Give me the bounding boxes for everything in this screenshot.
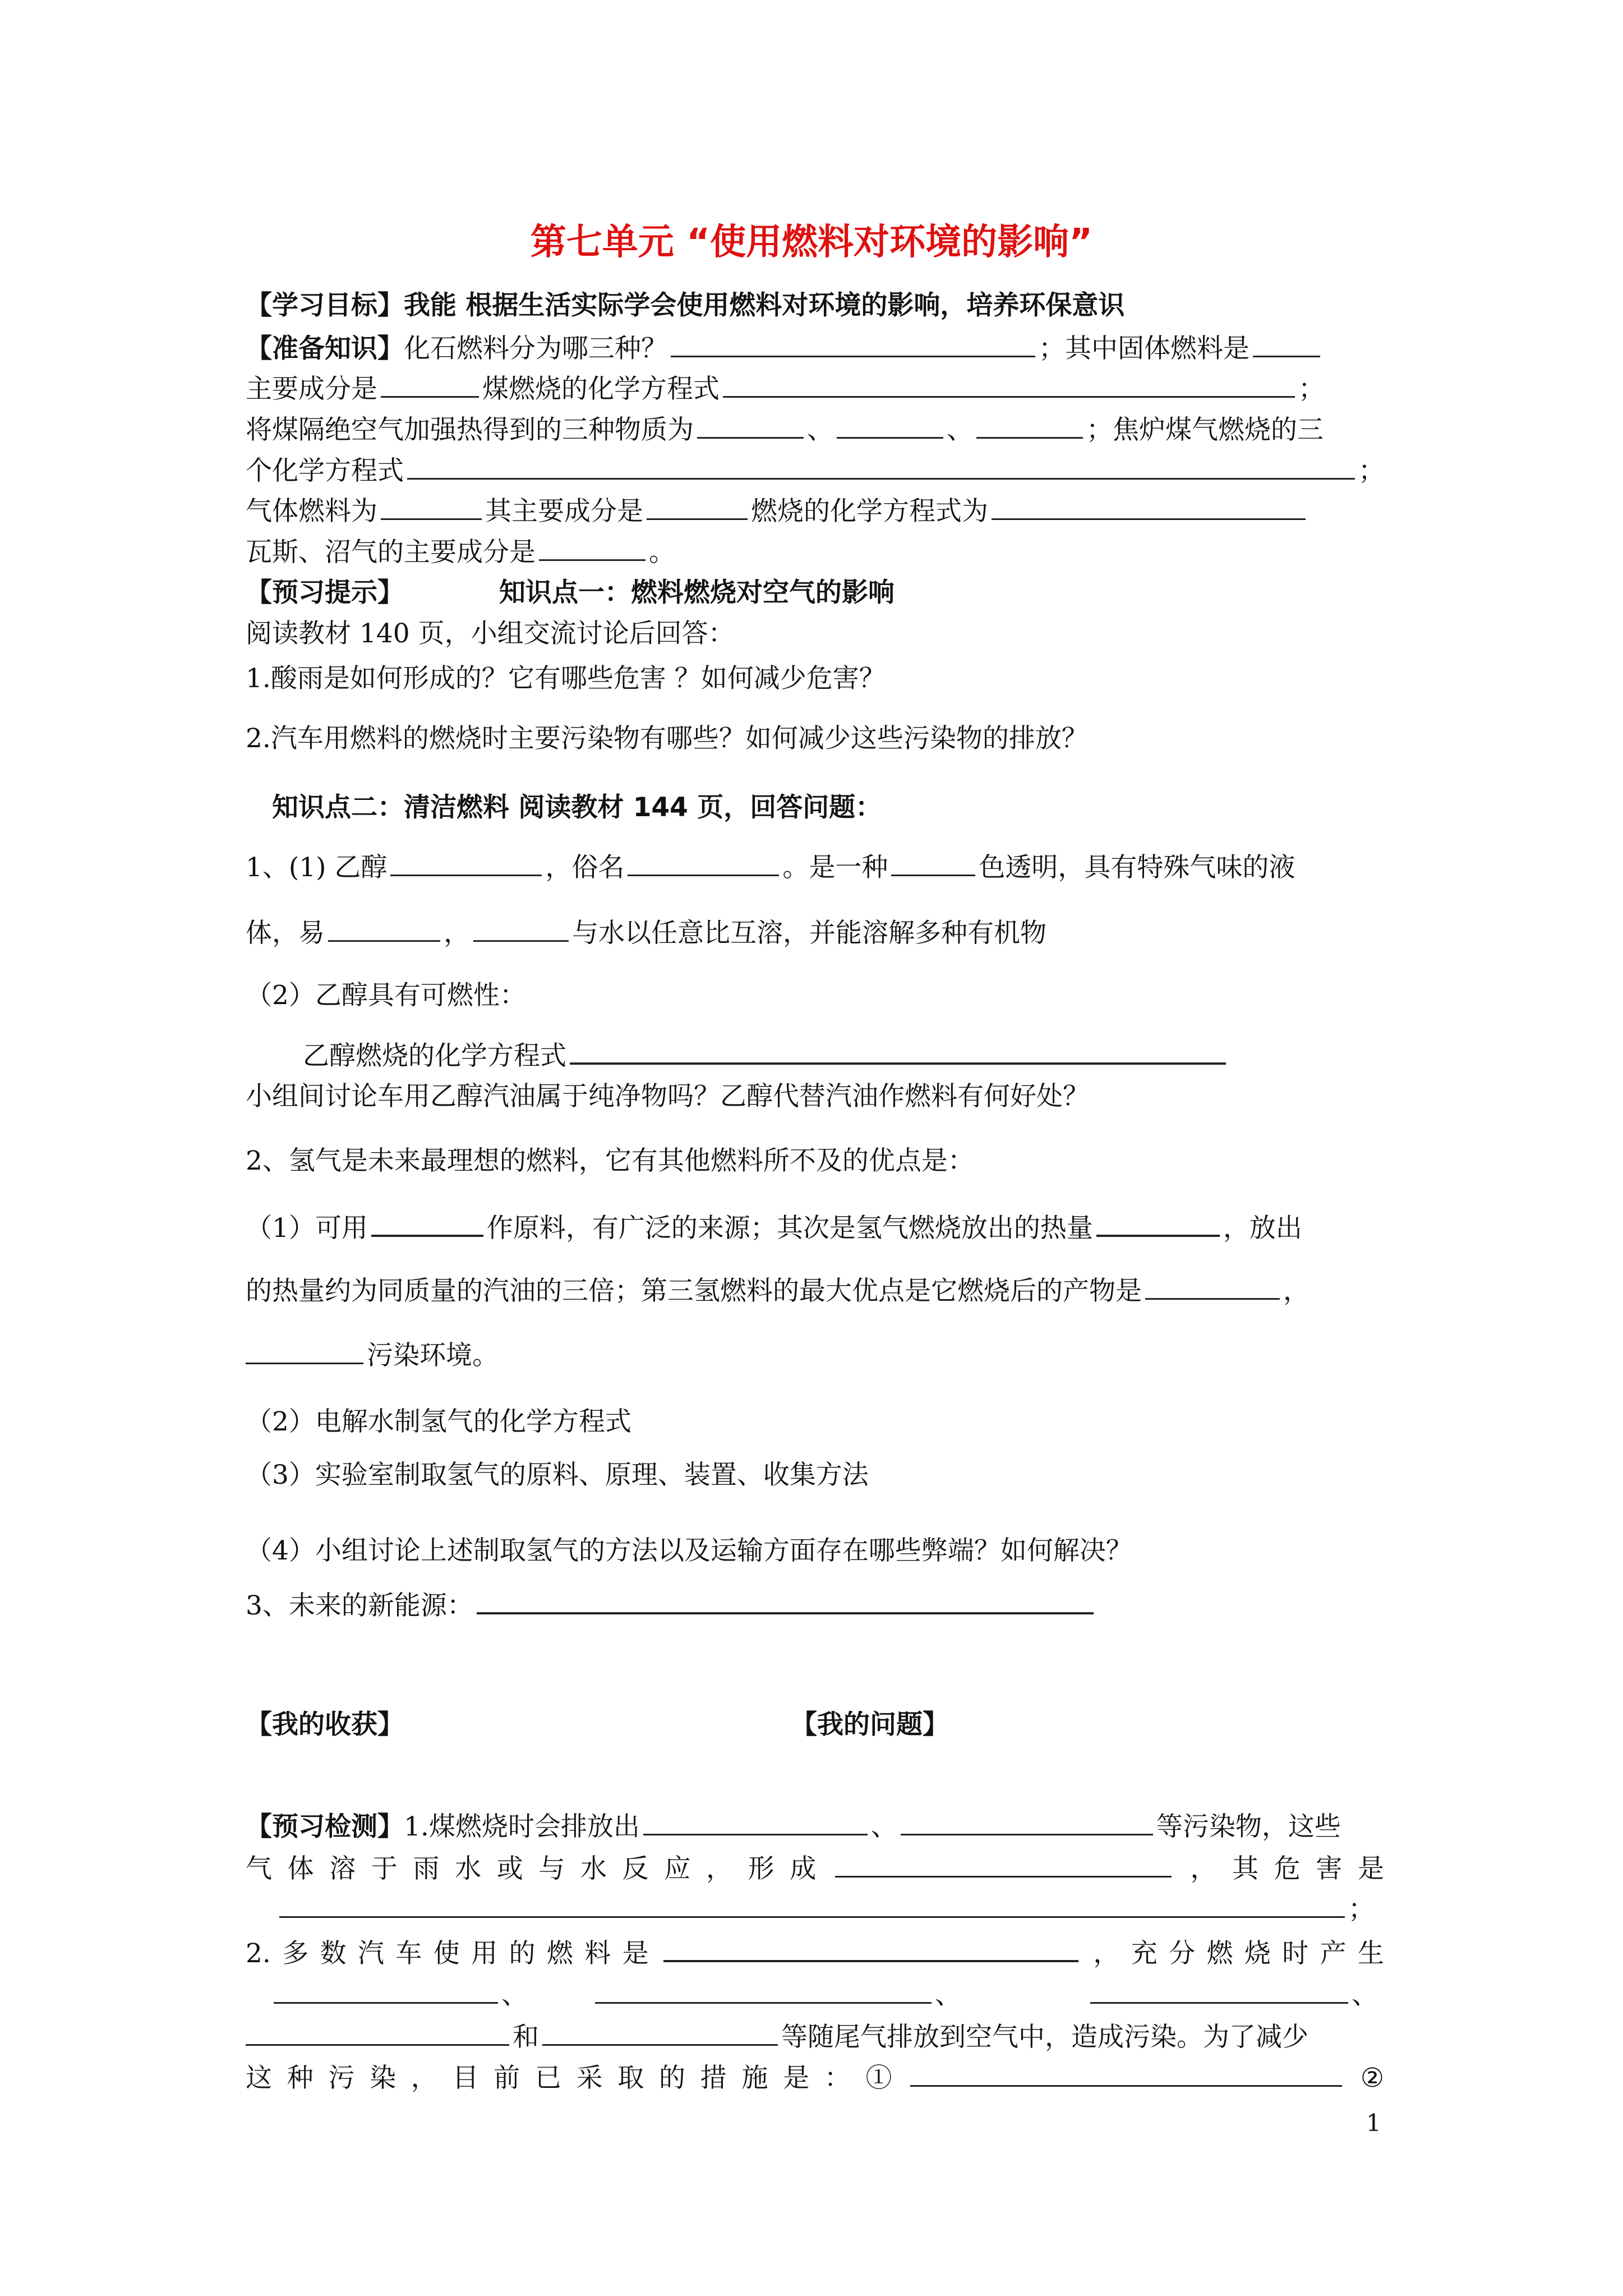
prep-line-3 — [246, 412, 1324, 447]
answer-blank[interactable] — [407, 453, 1355, 480]
kp2-text: 污染环境。 — [367, 1340, 499, 1371]
answer-blank[interactable] — [371, 1210, 483, 1237]
kp2-text: （1）可用 — [246, 1213, 368, 1244]
prep-text: 化石燃料分为哪三种？ — [404, 333, 667, 364]
ethanol-discussion: 小组间讨论车用乙醇汽油属于纯净物吗？乙醇代替汽油作燃料有何好处？ — [246, 1081, 1089, 1112]
kp2-text: 体，易 — [246, 918, 325, 949]
check-text: ； — [1348, 1894, 1375, 1925]
lab-hydrogen-question: （3）实验室制取氢气的原料、原理、装置、收集方法 — [246, 1460, 869, 1490]
prep-label: 【准备知识】 — [246, 333, 404, 364]
separator: 、 — [807, 415, 833, 445]
answer-blank[interactable] — [279, 1892, 1345, 1918]
ethanol-equation — [303, 1038, 1229, 1073]
answer-blank[interactable] — [647, 494, 748, 520]
page-number: 1 — [1366, 2109, 1381, 2137]
preview-heading — [246, 576, 895, 610]
preview-question-2: 2.汽车用燃料的燃烧时主要污染物有哪些？如何减少这些污染物的排放？ — [246, 723, 1088, 754]
answer-blank[interactable] — [697, 412, 804, 439]
check-line-2 — [246, 1851, 1384, 1886]
answer-blank[interactable] — [542, 2019, 778, 2046]
hydrogen-line-1 — [246, 1210, 1302, 1245]
preview-label: 【预习提示】 — [246, 577, 404, 608]
hydrogen-line-3 — [246, 1338, 499, 1373]
ethanol-combustible: （2）乙醇具有可燃性： — [246, 980, 526, 1011]
kp2-text: 3、未来的新能源： — [246, 1590, 473, 1621]
preview-question-1: 1.酸雨是如何形成的？它有哪些危害 ？如何减少危害？ — [246, 663, 886, 694]
check-line-1 — [246, 1809, 1341, 1844]
answer-blank[interactable] — [274, 1977, 498, 2004]
answer-blank[interactable] — [891, 850, 975, 876]
answer-blank[interactable] — [328, 915, 440, 942]
answer-blank[interactable] — [473, 915, 569, 942]
answer-blank[interactable] — [246, 1338, 363, 1364]
check-line-4 — [246, 1935, 1384, 1971]
check-text: 1.煤燃烧时会排放出 — [404, 1811, 640, 1842]
prep-line-2 — [246, 371, 1325, 406]
knowledge-point-1: 知识点一：燃料燃烧对空气的影响 — [499, 577, 895, 608]
page-title: 第七单元 “使用燃料对环境的影响” — [530, 222, 1093, 263]
new-energy-line — [246, 1588, 1097, 1623]
kp2-text: 。是一种 — [782, 852, 888, 883]
check-line-7 — [246, 2060, 1384, 2095]
answer-blank[interactable] — [1096, 1210, 1220, 1237]
answer-blank[interactable] — [910, 2060, 1342, 2087]
kp2-text: ， — [1283, 1276, 1310, 1306]
prep-text: 其主要成分是 — [485, 496, 643, 527]
check-line-6 — [246, 2019, 1308, 2054]
kp2-text: 乙醇燃烧的化学方程式 — [303, 1041, 566, 1071]
check-text: 、 — [870, 1811, 897, 1842]
prep-text: ；焦炉煤气燃烧的三 — [1086, 415, 1324, 445]
answer-blank[interactable] — [1253, 331, 1320, 357]
check-line-3 — [246, 1892, 1375, 1926]
check-text: ② — [1345, 2063, 1385, 2093]
separator: 、 — [501, 1980, 528, 2010]
kp2-text: 的热量约为同质量的汽油的三倍；第三氢燃料的最大优点是它燃烧后的产物是 — [246, 1276, 1142, 1306]
answer-blank[interactable] — [992, 494, 1306, 520]
prep-text: ；其中固体燃料是 — [1039, 333, 1249, 364]
prep-text: 瓦斯、沼气的主要成分是 — [246, 537, 536, 568]
check-text: 等随尾气排放到空气中，造成污染。为了减少 — [781, 2022, 1308, 2053]
prep-line-5 — [246, 494, 1309, 528]
prep-text: ； — [1358, 455, 1385, 486]
separator: 、 — [1352, 1980, 1378, 2010]
hydrogen-discussion: （4）小组讨论上述制取氢气的方法以及运输方面存在哪些弊端？如何解决？ — [246, 1535, 1132, 1566]
answer-blank[interactable] — [671, 331, 1035, 357]
learning-objective — [246, 289, 1124, 323]
answer-blank[interactable] — [976, 412, 1083, 439]
answer-blank[interactable] — [381, 371, 479, 398]
answer-blank[interactable] — [390, 850, 542, 876]
prep-text: ； — [1298, 374, 1325, 404]
preview-read: 阅读教材 140 页，小组交流讨论后回答： — [246, 618, 735, 649]
answer-blank[interactable] — [381, 494, 482, 520]
kp2-text: 作原料，有广泛的来源；其次是氢气燃烧放出的热量 — [486, 1213, 1093, 1244]
answer-blank[interactable] — [723, 371, 1295, 398]
check-text: ，充分燃烧时产生 — [1082, 1938, 1385, 1969]
prep-line-1 — [246, 331, 1324, 366]
answer-blank[interactable] — [901, 1809, 1153, 1835]
answer-blank[interactable] — [595, 1977, 932, 2004]
separator: 、 — [935, 1980, 961, 2010]
check-line-5 — [246, 1977, 1378, 2012]
check-text: ，其危害是 — [1174, 1853, 1385, 1884]
objective-text: 我能 根据生活实际学会使用燃料对环境的影响，培养环保意识 — [404, 290, 1125, 321]
knowledge-point-2: 知识点二：清洁燃料 阅读教材 144 页，回答问题： — [272, 792, 882, 823]
my-harvest-heading: 【我的收获】 — [246, 1709, 404, 1740]
prep-line-4 — [246, 453, 1385, 488]
answer-blank[interactable] — [477, 1588, 1094, 1614]
hydrogen-line-2 — [246, 1273, 1310, 1308]
check-text: 和 — [513, 2022, 539, 2053]
prep-text: 个化学方程式 — [246, 455, 404, 486]
prep-line-6 — [246, 535, 675, 569]
answer-blank[interactable] — [835, 1851, 1172, 1878]
answer-blank[interactable] — [570, 1038, 1226, 1065]
electrolysis-question: （2）电解水制氢气的化学方程式 — [246, 1406, 631, 1437]
answer-blank[interactable] — [1090, 1977, 1348, 2004]
prep-text: 。 — [649, 537, 675, 568]
prep-text: 气体燃料为 — [246, 496, 377, 527]
ethanol-line-1 — [246, 850, 1295, 885]
check-text: 气体溶于雨水或与水反应，形成 — [246, 1853, 832, 1884]
kp2-text: ，放出 — [1223, 1213, 1302, 1244]
answer-blank[interactable] — [246, 2019, 509, 2046]
answer-blank[interactable] — [628, 850, 779, 876]
check-text: 等污染物，这些 — [1156, 1811, 1341, 1842]
my-question-heading: 【我的问题】 — [791, 1709, 949, 1740]
kp2-text: 1、(1) 乙醇 — [246, 852, 388, 883]
check-text: 2.多数汽车使用的燃料是 — [246, 1938, 660, 1969]
hydrogen-intro: 2、氢气是未来最理想的燃料，它有其他燃料所不及的优点是： — [246, 1145, 974, 1176]
answer-blank[interactable] — [539, 535, 645, 561]
kp2-text: 色透明，具有特殊气味的液 — [979, 852, 1295, 883]
answer-blank[interactable] — [643, 1809, 868, 1835]
kp2-text: ，俗名 — [545, 852, 625, 883]
check-label: 【预习检测】 — [246, 1811, 404, 1842]
prep-text: 燃烧的化学方程式为 — [751, 496, 988, 527]
kp2-text: ， — [444, 918, 470, 949]
prep-text: 将煤隔绝空气加强热得到的三种物质为 — [246, 415, 694, 445]
objective-label: 【学习目标】 — [246, 290, 404, 321]
check-text: 这种污染，目前已采取的措施是：① — [246, 2063, 907, 2093]
kp2-text: 与水以任意比互溶，并能溶解多种有机物 — [572, 918, 1046, 949]
prep-text: 主要成分是 — [246, 374, 377, 404]
prep-text: 煤燃烧的化学方程式 — [482, 374, 720, 404]
ethanol-line-2 — [246, 915, 1046, 950]
answer-blank[interactable] — [663, 1935, 1078, 1962]
answer-blank[interactable] — [1145, 1273, 1280, 1300]
answer-blank[interactable] — [837, 412, 943, 439]
separator: 、 — [947, 415, 973, 445]
